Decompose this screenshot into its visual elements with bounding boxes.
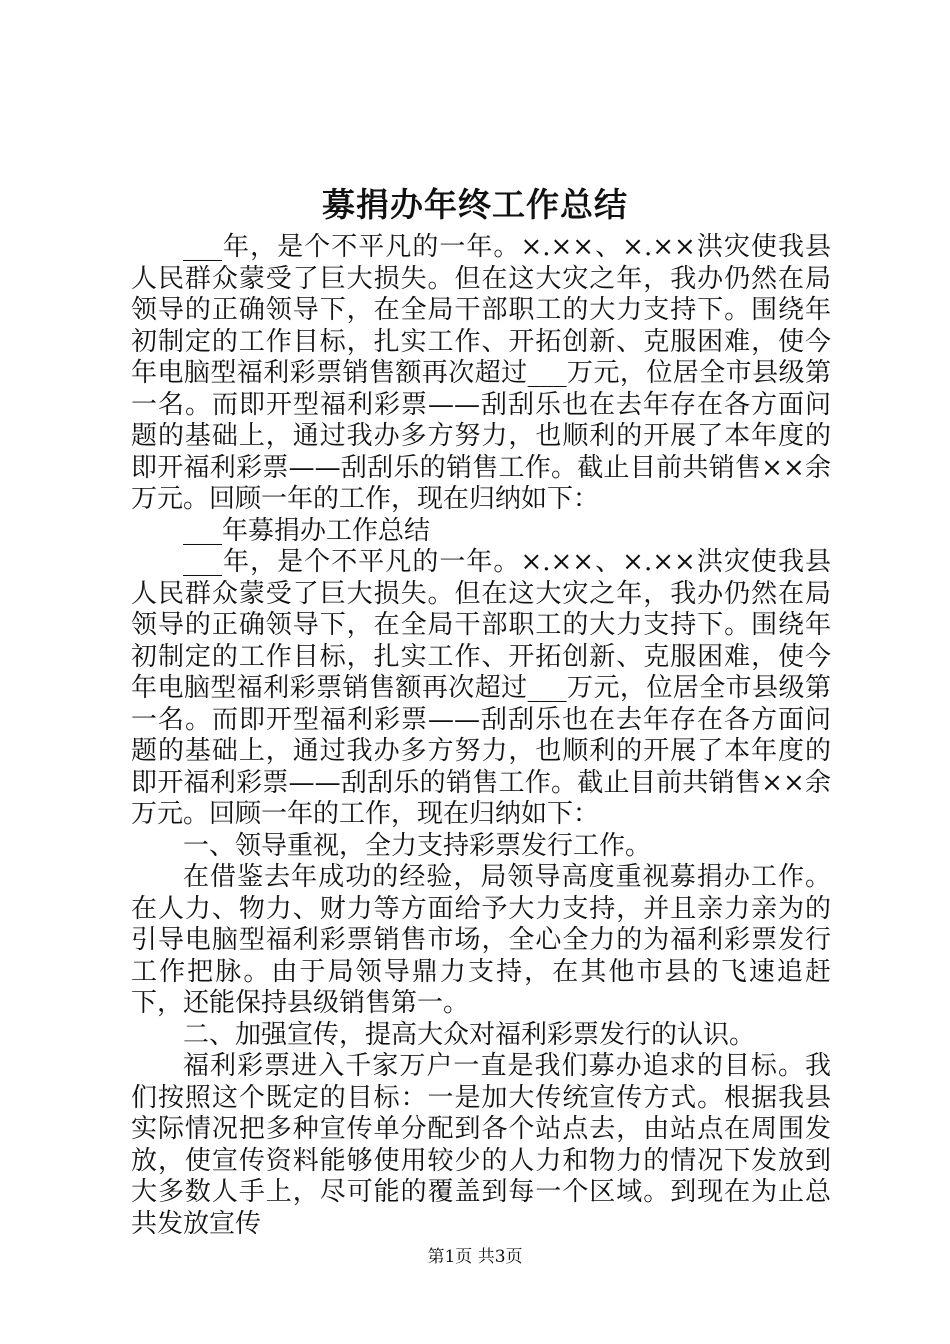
document-body (131, 232, 831, 1240)
paragraph: ___年募捐办工作总结 (183, 515, 431, 546)
paragraph: 福利彩票进入千家万户一直是我们募办追求的目标。我们按照这个既定的目标：一是加大传统宣传方式。根据我县实际情况把多种宣传单分配到各个站点去，由站点在周围发放，使宣传资料能够使用较少的人力和物力的情况下发放到大多数人手上，尽可能的覆盖到每一个区域。到现在为止总共发放宣传 (131, 1051, 831, 1239)
section-heading: 二、加强宣传，提高大众对福利彩票发行的认识。 (183, 1019, 756, 1050)
paragraph: ___年，是个不平凡的一年。×.××、×.××洪灾使我县人民群众蒙受了巨大损失。但在这大灾之年，我办仍然在局领导的正确领导下，在全局干部职工的大力支持下。围绕年初制定的工作目标，扎实工作、开拓创新、克服困难，使今年电脑型福利彩票销售额再次超过___万元，位居全市县级第一名。而即开型福利彩票——刮刮乐也在去年存在各方面问题的基础上，通过我办多方努力，也顺利的开展了本年度的即开福利彩票——刮刮乐的销售工作。截止目前共销售××余万元。回顾一年的工作，现在归纳如下： (131, 232, 831, 514)
document-title: 募捐办年终工作总结 (322, 185, 628, 224)
paragraph: ___年，是个不平凡的一年。×.××、×.××洪灾使我县人民群众蒙受了巨大损失。但在这大灾之年，我办仍然在局领导的正确领导下，在全局干部职工的大力支持下。围绕年初制定的工作目标，扎实工作、开拓创新、克服困难，使今年电脑型福利彩票销售额再次超过___万元，位居全市县级第一名。而即开型福利彩票——刮刮乐也在去年存在各方面问题的基础上，通过我办多方努力，也顺利的开展了本年度的即开福利彩票——刮刮乐的销售工作。截止目前共销售××余万元。回顾一年的工作，现在归纳如下： (131, 547, 831, 829)
paragraph: 在借鉴去年成功的经验，局领导高度重视募捐办工作。在人力、物力、财力等方面给予大力支持，并且亲力亲为的引导电脑型福利彩票销售市场，全心全力的为福利彩票发行工作把脉。由于局领导鼎力支持，在其他市县的飞速追赶下，还能保持县级销售第一。 (131, 862, 831, 1018)
page-footer: 第1页 共3页 (427, 1247, 523, 1267)
section-heading: 一、领导重视，全力支持彩票发行工作。 (183, 830, 652, 861)
